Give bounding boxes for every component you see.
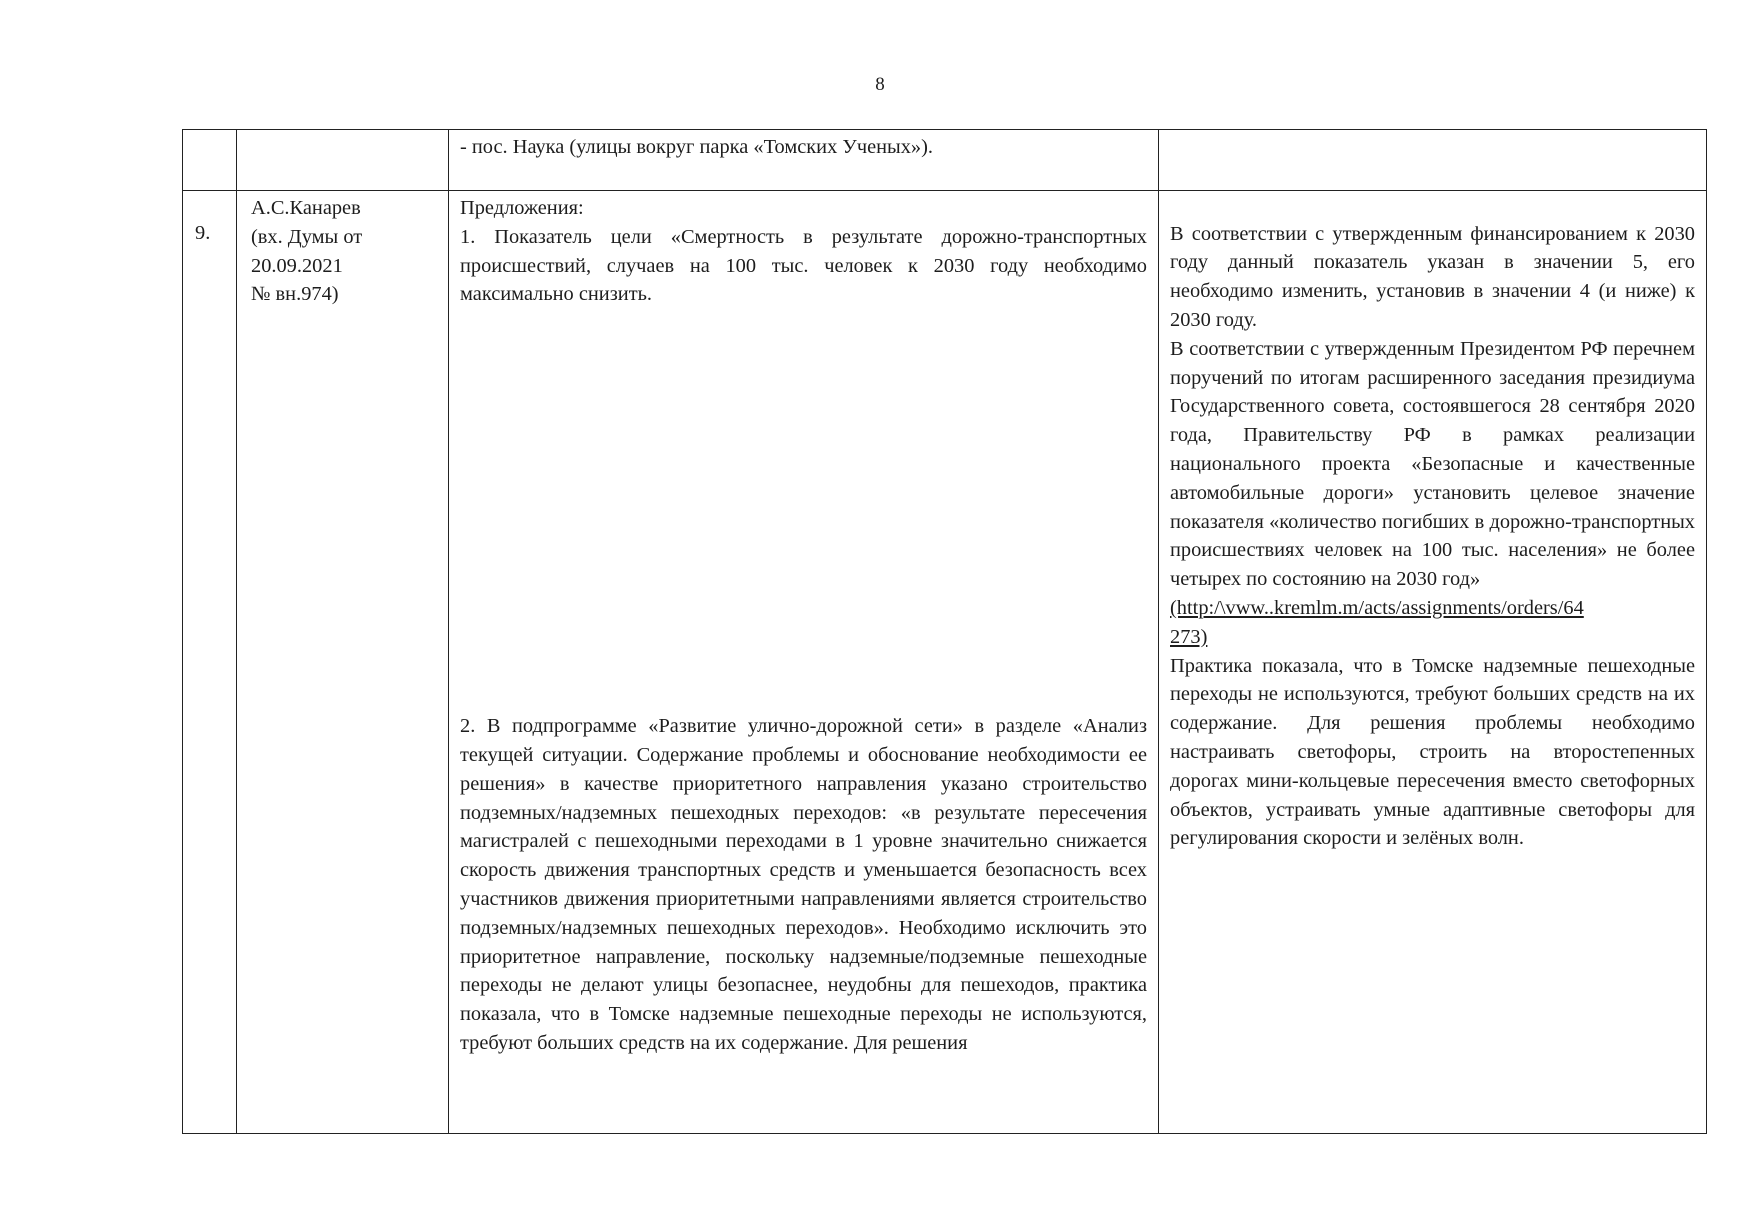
reason-1a: В соответствии с утвержденным финансированием к 2030 году данный показатель указан в значении 5, его необходимо изменить, установив в значении 4 (и ниже) к 2030 году. bbox=[1170, 222, 1695, 331]
proposals-table bbox=[182, 129, 1707, 1134]
proposal-2: 2. В подпрограмме «Развитие улично-дорожной сети» в разделе «Анализ текущей ситуации. Содержание проблемы и обоснование необходимости ее решения» в качестве приоритетного направления указано строительство подземных/надземных пешеходных переходов: «в результате пересечения магистралей с пешеходными переходами в 1 уровне значительно снижается скорость движения транспортных средств и уменьшается безопасность всех участников движения приоритетными направлениями является строительство подземных/надземных пешеходных переходов». Необходимо исключить это приоритетное направление, поскольку надземные/подземные пешеходные переходы не делают улицы безопаснее, неудобны для пешеходов, практика показала, что в Томске надземные пешеходные переходы не используются, требуют больших средств на их содержание. Для решения bbox=[460, 715, 1147, 1054]
reason-cell bbox=[1159, 191, 1707, 1134]
reason-block bbox=[1159, 191, 1706, 853]
proposal-cell bbox=[449, 191, 1159, 1134]
proposal-1: 1. Показатель цели «Смертность в результате дорожно-транспортных происшествий, случаев на 100 тыс. человек к 2030 году необходимо максимально снизить. bbox=[460, 225, 1147, 306]
proposal-block bbox=[449, 191, 1158, 1058]
proposals-heading: Предложения: bbox=[460, 197, 584, 219]
author-block bbox=[237, 191, 448, 309]
reason-cell bbox=[1159, 130, 1707, 191]
number-cell bbox=[183, 130, 237, 191]
author-cell bbox=[237, 130, 449, 191]
number-cell bbox=[183, 191, 237, 1134]
table-row bbox=[183, 130, 1707, 191]
table-row bbox=[183, 191, 1707, 1134]
author-cell bbox=[237, 191, 449, 1134]
author-ref-line: № вн.974) bbox=[251, 283, 339, 306]
reason-2: Практика показала, что в Томске надземные пешеходные переходы не используются, требуют больших средств на их содержание. Для решения проблемы необходимо настраивать светофоры, строить на второстепенных дорогах мини-кольцевые пересечения вместо светофорных объектов, устраивать умные адаптивные светофоры для регулирования скорости и зелёных волн. bbox=[1170, 654, 1695, 850]
author-ref-line: (вх. Думы от bbox=[251, 225, 363, 248]
proposal-text: - пос. Наука (улицы вокруг парка «Томских Ученых»). bbox=[460, 136, 934, 158]
row-number: 9. bbox=[195, 222, 211, 244]
reason-link-end[interactable]: 273) bbox=[1170, 625, 1208, 648]
page-number: 8 bbox=[875, 74, 885, 95]
spacer bbox=[460, 309, 1147, 712]
reason-1b: В соответствии с утвержденным Президентом РФ перечнем поручений по итогам расширенного заседания президиума Государственного совета, состоявшегося 28 сентября 2020 года, Правительству РФ в рамках реализации национального проекта «Безопасные и качественные автомобильные дороги» установить целевое значение показателя «количество погибших в дорожно-транспортных происшествиях человек на 100 тыс. населения» не более четырех по состоянию на 2030 год» bbox=[1170, 337, 1695, 591]
reason-link[interactable]: (http:/\vww..kremlm.m/acts/assignments/orders/64 bbox=[1170, 596, 1584, 619]
proposal-cell bbox=[449, 130, 1159, 191]
author-ref-line: 20.09.2021 bbox=[251, 254, 343, 277]
author-name: А.С.Канарев bbox=[251, 197, 361, 219]
